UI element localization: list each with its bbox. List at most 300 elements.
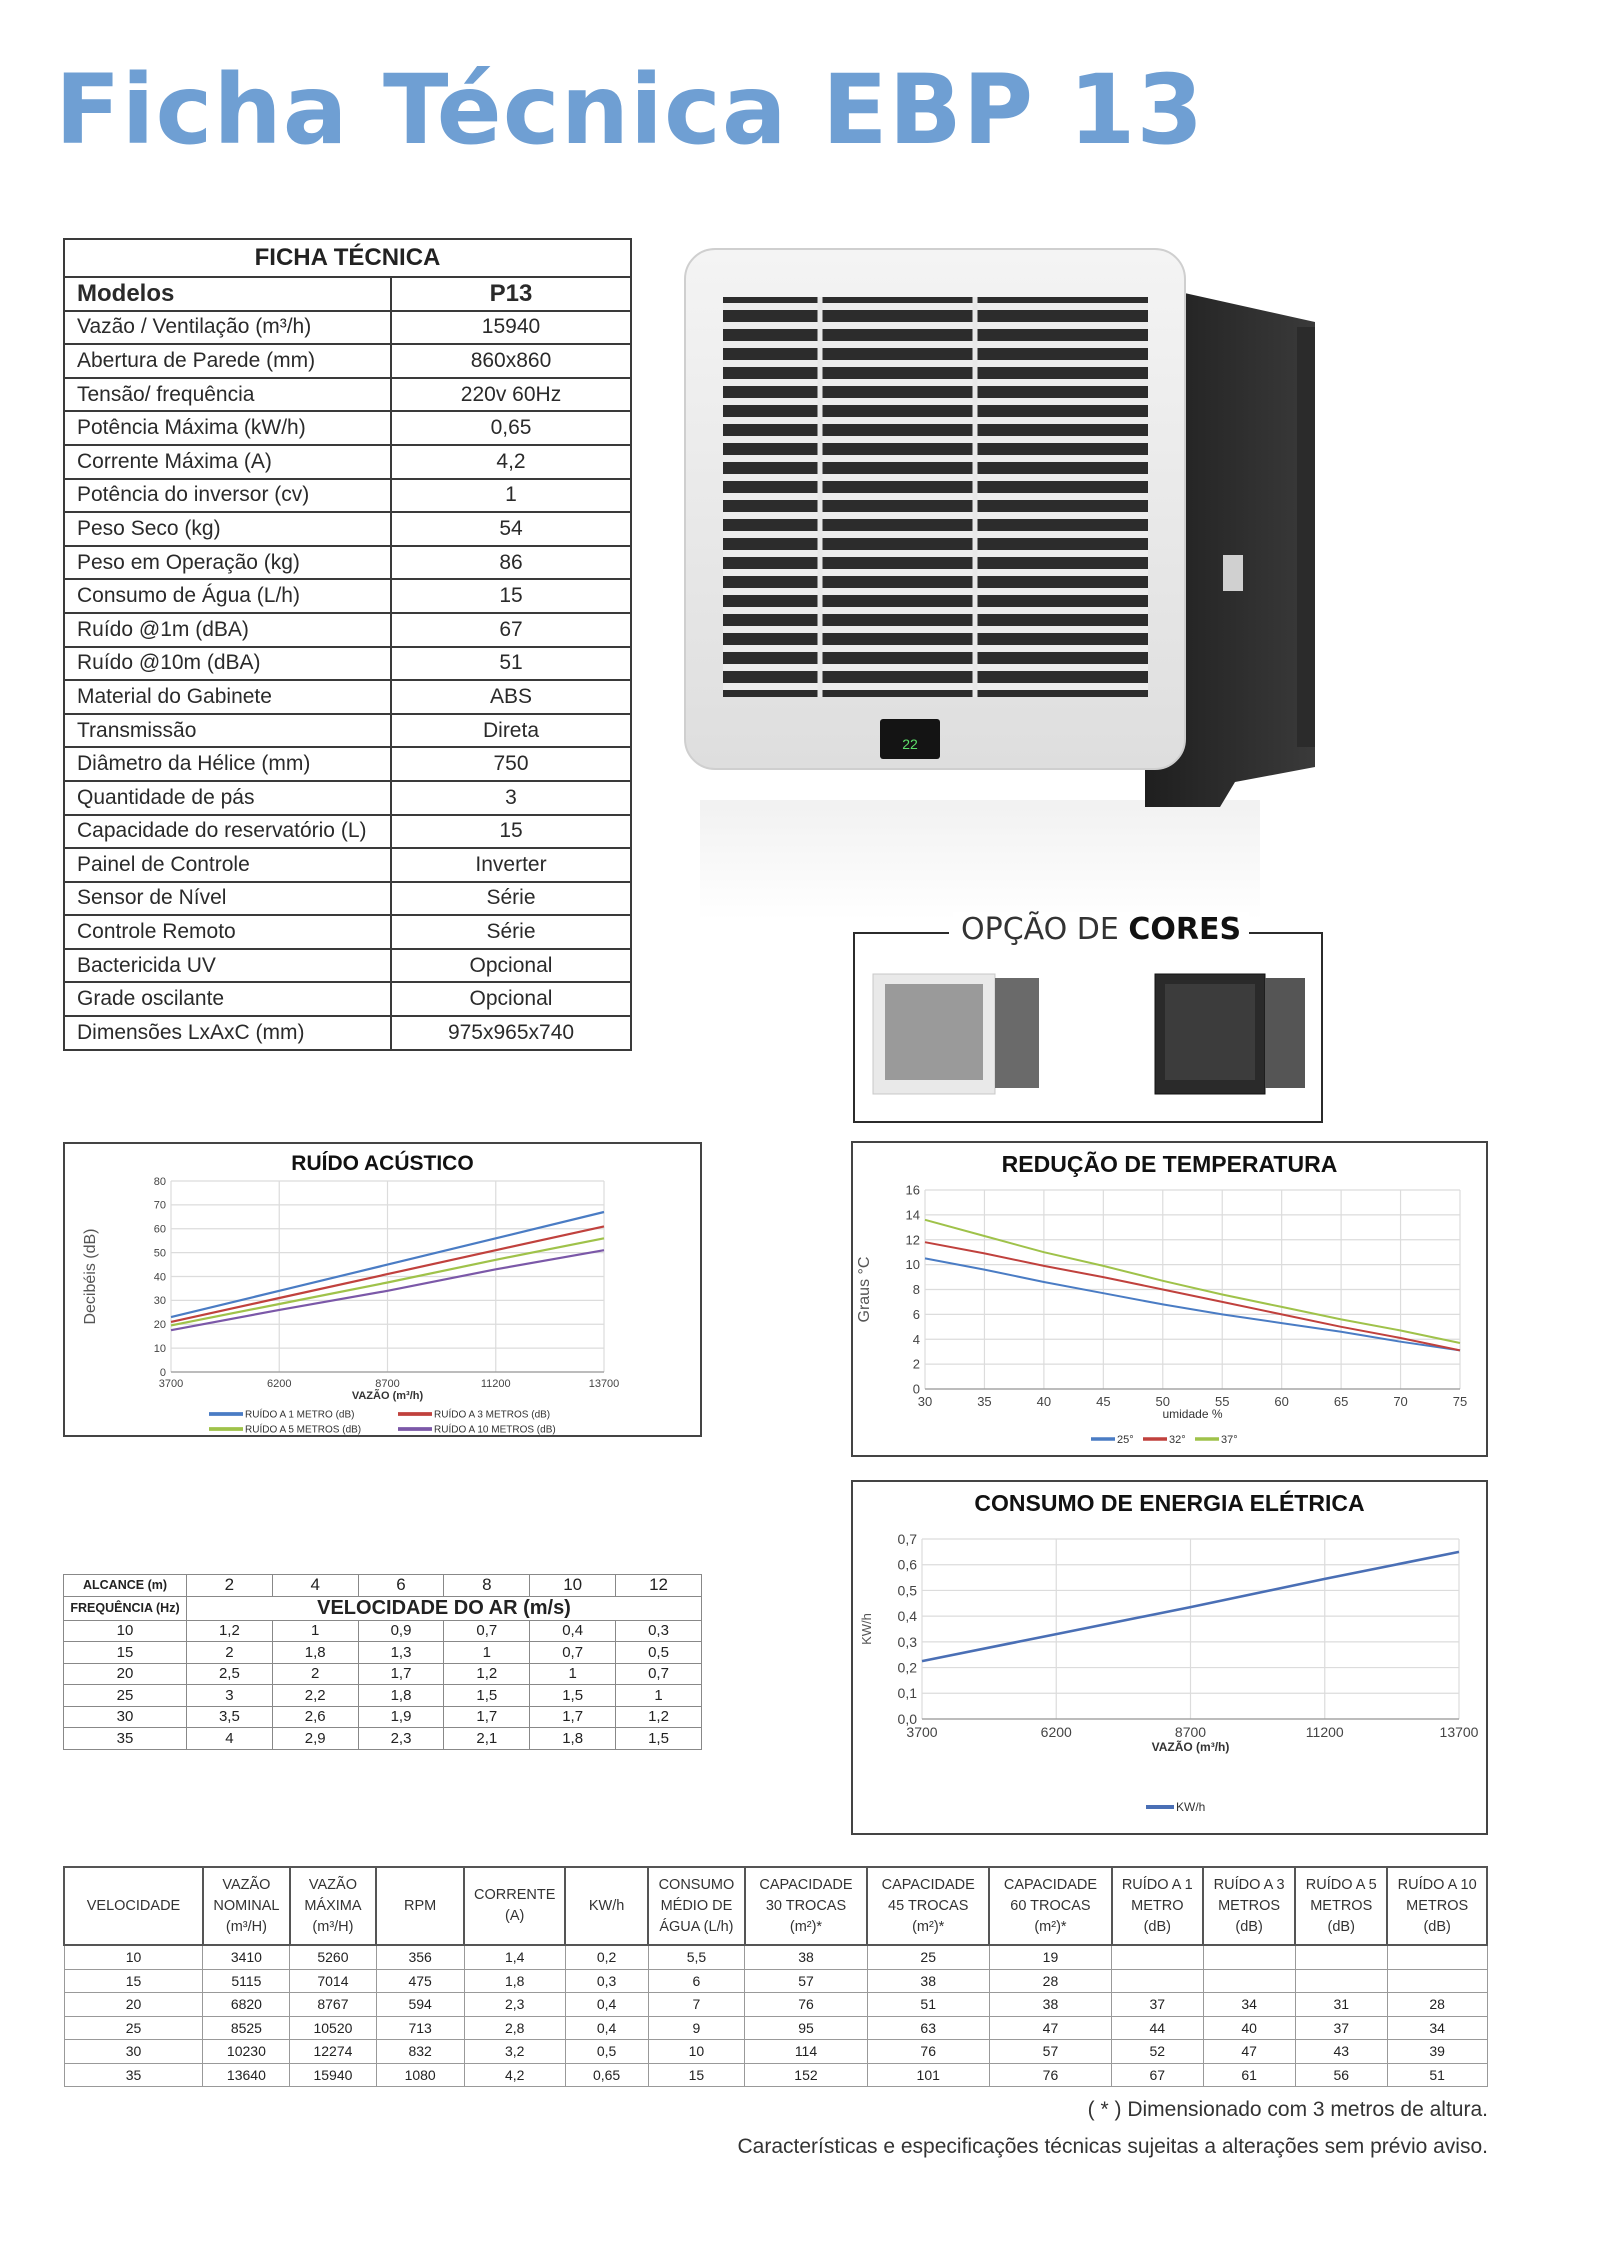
column-header-line: MÁXIMA [304,1897,362,1914]
column-header-line: VELOCIDADE [86,1897,181,1914]
louver-slat [723,322,1148,329]
velocity-value: 1,7 [358,1663,444,1685]
spec-label: Sensor de Nível [64,882,391,916]
product-reflection [700,800,1260,920]
table-cell: 6 [648,1969,745,1993]
louver-slat [723,607,1148,614]
y-tick-label: 0,3 [897,1633,917,1650]
spec-label: Consumo de Água (L/h) [64,579,391,613]
spec-label: Corrente Máxima (A) [64,445,391,479]
color-option-white [873,974,1039,1094]
y-tick-label: 0,0 [897,1710,917,1727]
velocity-value: 1,8 [530,1728,616,1750]
y-tick-label: 0 [159,1366,166,1379]
louver-slat [723,626,1148,633]
temperature-chart [851,1141,1488,1457]
spec-row [64,781,631,815]
column-header-line: VAZÃO [222,1876,271,1893]
velocity-value: 1 [530,1663,616,1685]
table-row [64,1945,1487,1969]
y-tick-label: 70 [153,1199,166,1212]
table-cell: 30 [64,2040,203,2064]
table-cell: 67 [1112,2063,1203,2087]
column-header [1295,1867,1387,1945]
column-header [203,1867,290,1945]
legend-label: 25° [1117,1433,1134,1446]
display-reading: 22 [902,736,918,752]
spec-row [64,647,631,681]
color-option-black [1155,974,1305,1094]
spec-row [64,882,631,916]
x-tick-label: 6200 [267,1378,292,1390]
velocity-value: 2,5 [187,1663,273,1685]
column-header [565,1867,648,1945]
y-tick-label: 4 [912,1331,920,1347]
velocity-value: 2,6 [272,1706,358,1728]
velocity-value: 0,3 [616,1620,702,1642]
column-header-line: (A) [505,1908,525,1924]
y-tick-label: 0,5 [897,1582,917,1599]
table-cell: 5,5 [648,1945,745,1969]
table-cell: 31 [1295,1993,1387,2017]
spec-value: 51 [391,647,631,681]
spec-row [64,982,631,1016]
velocity-row [64,1663,702,1685]
velocity-value: 3,5 [187,1706,273,1728]
y-tick-label: 0,1 [897,1685,917,1702]
spec-label: Dimensões LxAxC (mm) [64,1016,391,1050]
frequency-value: 20 [64,1663,187,1685]
column-header-line: 60 TROCAS [1010,1897,1091,1914]
table-cell: 1080 [376,2063,464,2087]
velocity-value: 2,3 [358,1728,444,1750]
column-header-line: METROS [1406,1897,1469,1914]
table-row [64,1993,1487,2017]
spec-value: 220v 60Hz [391,378,631,412]
spec-row [64,915,631,949]
spec-row [64,949,631,983]
table-cell: 10 [648,2040,745,2064]
y-tick-label: 60 [153,1223,166,1236]
velocity-value: 0,7 [530,1642,616,1664]
legend-label: 32° [1169,1433,1186,1446]
table-cell: 34 [1387,2016,1487,2040]
velocity-value: 1,5 [444,1685,530,1707]
footnote-disclaimer: Características e especificações técnicas sujeitas a alterações sem prévio aviso. [737,2135,1488,2158]
spec-label: Peso Seco (kg) [64,512,391,546]
alcance-value: 10 [530,1575,616,1597]
spec-label: Ruído @1m (dBA) [64,613,391,647]
x-tick-label: 35 [977,1394,992,1409]
y-tick-label: 2 [912,1356,920,1372]
table-cell: 57 [745,1969,867,1993]
y-tick-label: 0,4 [897,1608,917,1625]
y-tick-label: 20 [153,1319,166,1332]
velocity-row [64,1685,702,1707]
column-header-line: (dB) [1235,1918,1263,1935]
velocity-value: 1,7 [444,1706,530,1728]
louver-slat [723,531,1148,538]
table-cell [1387,1969,1487,1993]
spec-row [64,512,631,546]
column-header [867,1867,989,1945]
temperature-chart-plot [853,1143,1486,1455]
table-row [64,2016,1487,2040]
velocity-value: 4 [187,1728,273,1750]
column-header-line: METROS [1310,1897,1373,1914]
table-cell: 25 [64,2016,203,2040]
x-axis-label: umidade % [1162,1407,1223,1421]
louver-slat [723,417,1148,424]
spec-value: 0,65 [391,411,631,445]
velocity-value: 1,8 [272,1642,358,1664]
column-header-line: (dB) [1143,1918,1171,1935]
louver-slat [723,379,1148,386]
table-cell: 13640 [203,2063,290,2087]
velocity-value: 0,5 [616,1642,702,1664]
table-cell: 9 [648,2016,745,2040]
spec-value: Opcional [391,949,631,983]
table-cell: 76 [989,2063,1111,2087]
table-cell: 2,3 [464,1993,565,2017]
spec-label: Bactericida UV [64,949,391,983]
spec-label: Diâmetro da Hélice (mm) [64,747,391,781]
table-cell: 4,2 [464,2063,565,2087]
velocity-value: 1 [616,1685,702,1707]
spec-row [64,848,631,882]
alcance-value: 6 [358,1575,444,1597]
table-cell: 0,4 [565,2016,648,2040]
column-header-line: (m²)* [912,1918,945,1935]
spec-row [64,411,631,445]
column-header-line: (dB) [1423,1918,1451,1935]
color-options-title [953,912,1249,947]
louver-slat [723,436,1148,443]
table-cell [1203,1945,1295,1969]
louver-slat [723,493,1148,500]
velocity-value: 2,1 [444,1728,530,1750]
table-cell: 3,2 [464,2040,565,2064]
table-cell: 61 [1203,2063,1295,2087]
spec-label: Transmissão [64,714,391,748]
column-header-line: CONSUMO [658,1876,735,1893]
x-tick-label: 70 [1393,1394,1408,1409]
spec-row [64,445,631,479]
spec-label: Grade oscilante [64,982,391,1016]
velocity-value: 1,2 [444,1663,530,1685]
frequency-value: 30 [64,1706,187,1728]
column-header [290,1867,376,1945]
y-tick-label: 80 [153,1175,166,1188]
column-header [648,1867,745,1945]
table-cell: 37 [1112,1993,1203,2017]
table-cell: 47 [989,2016,1111,2040]
y-tick-label: 10 [905,1257,920,1273]
y-tick-label: 8 [912,1282,920,1298]
velocity-value: 0,7 [444,1620,530,1642]
frequency-value: 35 [64,1728,187,1750]
table-cell: 10520 [290,2016,376,2040]
color-options-prefix: OPÇÃO DE [961,912,1129,947]
column-header-line: 30 TROCAS [765,1897,847,1914]
y-tick-label: 6 [912,1306,920,1322]
louver-slat [723,664,1148,671]
air-velocity-table [63,1574,702,1750]
velocity-value: 0,4 [530,1620,616,1642]
performance-table [63,1866,1488,2087]
spec-value: P13 [391,277,631,311]
spec-value: ABS [391,680,631,714]
velocity-value: 2,2 [272,1685,358,1707]
table-cell: 39 [1387,2040,1487,2064]
column-header-line: CAPACIDADE [1003,1876,1098,1893]
spec-value: 750 [391,747,631,781]
spec-row [64,815,631,849]
spec-value: 67 [391,613,631,647]
spec-label: Tensão/ frequência [64,378,391,412]
table-cell: 51 [1387,2063,1487,2087]
louver-slat [723,341,1148,348]
velocity-row [64,1706,702,1728]
spec-label: Modelos [64,277,391,311]
table-cell [1295,1945,1387,1969]
column-header-line: (m²)* [789,1918,823,1935]
table-cell: 356 [376,1945,464,1969]
frequency-value: 10 [64,1620,187,1642]
table-cell: 713 [376,2016,464,2040]
spec-label: Material do Gabinete [64,680,391,714]
table-cell: 12274 [290,2040,376,2064]
table-cell: 15940 [290,2063,376,2087]
x-tick-label: 11200 [1305,1724,1344,1740]
frequency-value: 25 [64,1685,187,1707]
louver-slat [723,398,1148,405]
velocity-value: 1,2 [187,1620,273,1642]
column-header-line: METROS [1218,1897,1281,1914]
frequency-header-row [64,1596,702,1620]
table-cell: 76 [745,1993,867,2017]
spec-row [64,546,631,580]
noise-chart-plot [65,1144,700,1435]
velocity-value: 2,9 [272,1728,358,1750]
table-cell: 38 [867,1969,989,1993]
y-tick-label: 10 [153,1342,166,1355]
spec-row [64,714,631,748]
velocity-value: 1,5 [530,1685,616,1707]
table-cell: 101 [867,2063,989,2087]
table-cell [1387,1945,1487,1969]
x-tick-label: 45 [1096,1394,1111,1409]
spec-row [64,579,631,613]
table-cell: 52 [1112,2040,1203,2064]
louver-slat [723,588,1148,595]
x-tick-label: 65 [1333,1394,1349,1409]
alcance-value: 8 [444,1575,530,1597]
table-cell: 95 [745,2016,867,2040]
velocity-value: 0,7 [616,1663,702,1685]
louver-slat [723,455,1148,462]
table-cell: 152 [745,2063,867,2087]
x-tick-label: 50 [1155,1394,1171,1409]
table-cell: 8767 [290,1993,376,2017]
spec-row [64,311,631,345]
spec-label: Abertura de Parede (mm) [64,344,391,378]
spec-value: 15 [391,579,631,613]
table-cell: 28 [989,1969,1111,1993]
table-row [64,2063,1487,2087]
table-cell: 35 [64,2063,203,2087]
table-cell: 10 [64,1945,203,1969]
y-tick-label: 16 [905,1182,920,1198]
table-cell: 0,4 [565,1993,648,2017]
table-cell: 0,3 [565,1969,648,1993]
spec-row [64,747,631,781]
spec-table [63,238,632,1051]
table-cell: 63 [867,2016,989,2040]
velocity-value: 0,9 [358,1620,444,1642]
column-header-line: (m³/H) [312,1918,354,1935]
spec-value: Opcional [391,982,631,1016]
x-axis-label: VAZÃO (m³/h) [1151,1740,1230,1754]
spec-value: 86 [391,546,631,580]
x-axis-label: VAZÃO (m³/h) [351,1390,424,1402]
alcance-value: 4 [272,1575,358,1597]
y-tick-label: 14 [905,1207,920,1223]
table-cell: 20 [64,1993,203,2017]
spec-value: Série [391,915,631,949]
spec-value: 975x965x740 [391,1016,631,1050]
spec-label: Ruído @10m (dBA) [64,647,391,681]
column-header-line: CAPACIDADE [759,1876,853,1893]
spec-value: Série [391,882,631,916]
y-tick-label: 0 [912,1381,920,1397]
table-cell: 15 [648,2063,745,2087]
column-header-line: NOMINAL [213,1897,280,1914]
spec-table-header-row [64,277,631,311]
table-row [64,1969,1487,1993]
column-header [64,1867,203,1945]
spec-value: Inverter [391,848,631,882]
table-cell [1295,1969,1387,1993]
spec-value: 15940 [391,311,631,345]
y-tick-label: 0,6 [897,1556,917,1573]
alcance-value: 12 [616,1575,702,1597]
table-cell: 1,8 [464,1969,565,1993]
x-tick-label: 13700 [1439,1724,1479,1740]
series-line [925,1220,1460,1343]
performance-table-header [64,1867,1487,1945]
spec-value: 3 [391,781,631,815]
spec-value: 15 [391,815,631,849]
spec-value: Direta [391,714,631,748]
table-cell: 832 [376,2040,464,2064]
column-header [745,1867,867,1945]
velocity-value: 3 [187,1685,273,1707]
table-cell: 47 [1203,2040,1295,2064]
table-cell: 5260 [290,1945,376,1969]
velocity-value: 1,5 [616,1728,702,1750]
spec-row [64,479,631,513]
y-tick-label: 50 [153,1247,166,1260]
alcance-row [64,1575,702,1597]
y-axis-label: Graus °C [856,1256,873,1323]
spec-row [64,1016,631,1050]
velocity-row [64,1620,702,1642]
x-tick-label: 40 [1036,1394,1052,1409]
chart-title: CONSUMO DE ENERGIA ELÉTRICA [974,1490,1365,1516]
spec-label: Potência do inversor (cv) [64,479,391,513]
velocity-value: 1 [272,1620,358,1642]
table-cell: 8525 [203,2016,290,2040]
table-cell [1112,1945,1203,1969]
x-tick-label: 55 [1214,1394,1230,1409]
color-options-box [853,932,1323,1123]
spec-row [64,680,631,714]
column-header-line: RUÍDO A 1 [1121,1876,1193,1893]
velocity-value: 1,7 [530,1706,616,1728]
table-cell: 43 [1295,2040,1387,2064]
table-cell: 25 [867,1945,989,1969]
table-cell: 34 [1203,1993,1295,2017]
table-cell: 37 [1295,2016,1387,2040]
column-header-line: VAZÃO [308,1876,357,1893]
table-cell: 76 [867,2040,989,2064]
footnote-note: ( * ) Dimensionado com 3 metros de altura. [1087,2098,1488,2121]
spec-label: Vazão / Ventilação (m³/h) [64,311,391,345]
velocity-value: 1,9 [358,1706,444,1728]
louver-slat [723,303,1148,310]
column-header-line: (dB) [1327,1918,1355,1935]
alcance-value: 2 [187,1575,273,1597]
table-cell: 0,5 [565,2040,648,2064]
product-image [675,237,1325,817]
velocity-header: VELOCIDADE DO AR (m/s) [187,1596,702,1620]
louver-slat [723,683,1148,690]
louver-slat [723,645,1148,652]
louver-slat [723,569,1148,576]
velocity-value: 2 [187,1642,273,1664]
frequency-value: 15 [64,1642,187,1664]
velocity-value: 1,8 [358,1685,444,1707]
table-cell [1112,1969,1203,1993]
table-cell: 2,8 [464,2016,565,2040]
column-header [376,1867,464,1945]
legend-label: RUÍDO A 10 METROS (dB) [434,1424,556,1435]
table-row [64,2040,1487,2064]
table-cell: 56 [1295,2063,1387,2087]
table-cell: 15 [64,1969,203,1993]
table-cell: 594 [376,1993,464,2017]
series-line [925,1258,1460,1350]
noise-chart [63,1142,702,1437]
legend-label: KW/h [1176,1800,1206,1815]
frequency-label: FREQUÊNCIA (Hz) [64,1596,187,1620]
table-cell: 19 [989,1945,1111,1969]
x-tick-label: 3700 [158,1378,184,1390]
table-cell [1203,1969,1295,1993]
x-tick-label: 8700 [1174,1724,1207,1740]
column-header-line: CAPACIDADE [881,1876,975,1893]
column-header-line: MÉDIO DE [660,1897,733,1914]
table-cell: 38 [989,1993,1111,2017]
color-options-emphasis: CORES [1128,912,1242,947]
chart-title: RUÍDO ACÚSTICO [291,1152,474,1175]
energy-chart [851,1480,1488,1835]
alcance-label: ALCANCE (m) [64,1575,187,1597]
chart-title: REDUÇÃO DE TEMPERATURA [1001,1151,1338,1177]
column-header [989,1867,1111,1945]
spec-value: 1 [391,479,631,513]
